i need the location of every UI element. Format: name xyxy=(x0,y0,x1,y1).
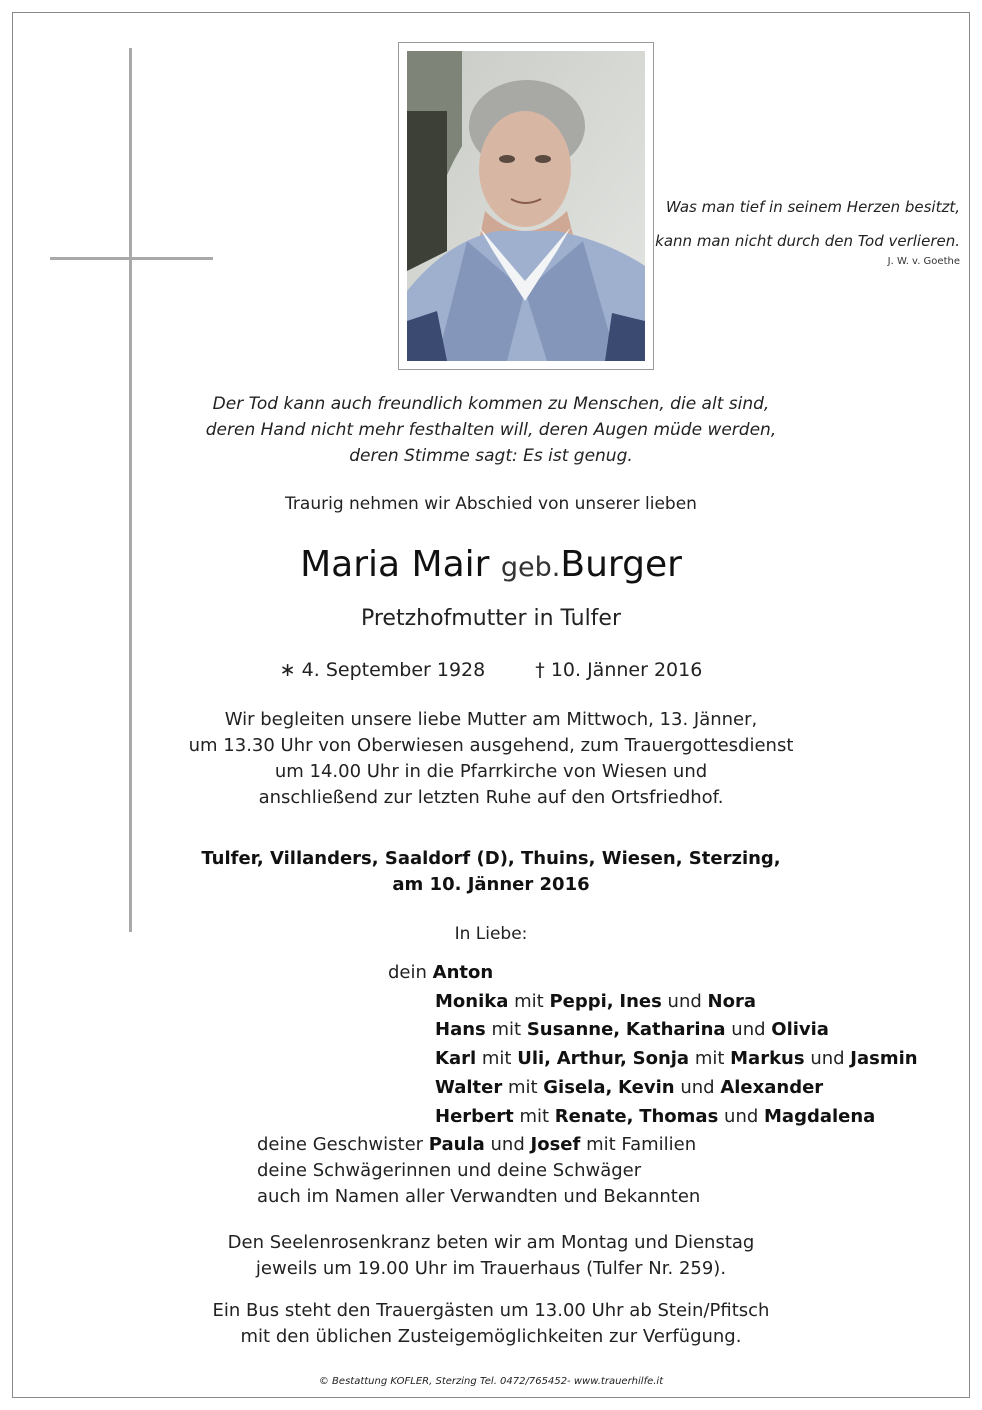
word-mit: mit xyxy=(491,1019,522,1040)
name-markus: Markus xyxy=(730,1048,805,1069)
rosary-info xyxy=(0,1230,982,1282)
places-line-2: am 10. Jänner 2016 xyxy=(392,874,590,895)
word-mit: mit xyxy=(481,1048,512,1069)
poem xyxy=(0,391,982,469)
family-line-monika xyxy=(435,991,756,1012)
family-line-anton xyxy=(388,962,493,983)
goethe-quote xyxy=(600,190,960,258)
poem-line-3: deren Stimme sagt: Es ist genug. xyxy=(349,446,633,466)
family-line-karl xyxy=(435,1048,918,1069)
name-karl: Karl xyxy=(435,1048,477,1069)
name-hans: Hans xyxy=(435,1019,486,1040)
details-line-1: Wir begleiten unsere liebe Mutter am Mittwoch, 13. Jänner, xyxy=(224,709,758,730)
bus-line-2: mit den üblichen Zusteigemöglichkeiten zur Verfügung. xyxy=(240,1326,742,1347)
poem-line-2: deren Hand nicht mehr festhalten will, deren Augen müde werden, xyxy=(205,420,777,440)
name-kevin: Kevin xyxy=(618,1077,675,1098)
name-alexander: Alexander xyxy=(720,1077,824,1098)
family-line-walter xyxy=(435,1077,823,1098)
name-peppi: Peppi, xyxy=(549,991,614,1012)
name-josef: Josef xyxy=(530,1134,581,1155)
quote-line-1: Was man tief in seinem Herzen besitzt, xyxy=(665,198,960,216)
name-anton: Anton xyxy=(432,962,494,983)
deceased-name xyxy=(0,544,982,585)
birth-date: ∗ 4. September 1928 xyxy=(279,659,486,681)
name-gisela: Gisela, xyxy=(543,1077,613,1098)
details-line-2: um 13.30 Uhr von Oberwiesen ausgehend, zum Trauergottesdienst xyxy=(188,735,794,756)
name-jasmin: Jasmin xyxy=(850,1048,918,1069)
details-line-4: anschließend zur letzten Ruhe auf den Ortsfriedhof. xyxy=(258,787,724,808)
name-geb: geb. xyxy=(500,552,561,583)
rosary-line-1: Den Seelenrosenkranz beten wir am Montag und Dienstag xyxy=(227,1232,755,1253)
name-susanne: Susanne, xyxy=(526,1019,621,1040)
quote-author: J. W. v. Goethe xyxy=(887,256,960,267)
name-olivia: Olivia xyxy=(771,1019,829,1040)
life-dates xyxy=(0,659,982,681)
name-uli: Uli, xyxy=(517,1048,552,1069)
places-line-1: Tulfer, Villanders, Saaldorf (D), Thuins, Wiesen, Sterzing, xyxy=(201,848,781,869)
name-sonja: Sonja xyxy=(632,1048,690,1069)
word-dein: dein xyxy=(388,962,427,983)
name-katharina: Katharina xyxy=(625,1019,726,1040)
poem-line-1: Der Tod kann auch freundlich kommen zu Menschen, die alt sind, xyxy=(212,394,770,414)
name-walter: Walter xyxy=(435,1077,503,1098)
name-monika: Monika xyxy=(435,991,509,1012)
name-herbert: Herbert xyxy=(435,1106,514,1127)
family-line-schwaeger: deine Schwägerinnen und deine Schwäger xyxy=(257,1160,642,1181)
death-date: † 10. Jänner 2016 xyxy=(535,659,703,681)
family-line-geschwister xyxy=(257,1134,696,1155)
word-und: und xyxy=(731,1019,766,1040)
quote-line-2: kann man nicht durch den Tod verlieren. xyxy=(655,232,960,250)
intro-text: Traurig nehmen wir Abschied von unserer lieben xyxy=(285,494,697,514)
word-und: und xyxy=(680,1077,715,1098)
word-und: und xyxy=(810,1048,845,1069)
word-mit: mit xyxy=(519,1106,550,1127)
name-nora: Nora xyxy=(707,991,756,1012)
funeral-details xyxy=(0,707,982,811)
word-mit: mit xyxy=(507,1077,538,1098)
in-love-label: In Liebe: xyxy=(454,924,528,944)
word-und: und xyxy=(724,1106,759,1127)
word-geschwister: deine Geschwister xyxy=(257,1134,424,1155)
word-familien: mit Familien xyxy=(586,1134,697,1155)
details-line-3: um 14.00 Uhr in die Pfarrkirche von Wiesen und xyxy=(274,761,708,782)
name-renate: Renate, xyxy=(554,1106,634,1127)
places-date xyxy=(0,846,982,898)
family-line-verwandten: auch im Namen aller Verwandten und Bekannten xyxy=(257,1186,701,1207)
name-magdalena: Magdalena xyxy=(764,1106,876,1127)
subtitle: Pretzhofmutter in Tulfer xyxy=(360,606,622,631)
footer-credit: © Bestattung KOFLER, Sterzing Tel. 0472/765452- www.trauerhilfe.it xyxy=(318,1376,664,1387)
rosary-line-2: jeweils um 19.00 Uhr im Trauerhaus (Tulfer Nr. 259). xyxy=(255,1258,727,1279)
cross-horizontal-bar xyxy=(50,257,213,260)
bus-info xyxy=(0,1298,982,1350)
word-und: und xyxy=(490,1134,525,1155)
word-mit: mit xyxy=(694,1048,725,1069)
name-maiden: Burger xyxy=(560,544,682,585)
word-mit: mit xyxy=(514,991,544,1012)
family-line-hans xyxy=(435,1019,829,1040)
family-line-herbert xyxy=(435,1106,875,1127)
name-ines: Ines xyxy=(619,991,662,1012)
bus-line-1: Ein Bus steht den Trauergästen um 13.00 Uhr ab Stein/Pfitsch xyxy=(212,1300,770,1321)
name-thomas: Thomas xyxy=(639,1106,719,1127)
name-arthur: Arthur, xyxy=(556,1048,627,1069)
word-und: und xyxy=(667,991,702,1012)
name-first: Maria Mair xyxy=(300,544,490,585)
name-paula: Paula xyxy=(428,1134,485,1155)
